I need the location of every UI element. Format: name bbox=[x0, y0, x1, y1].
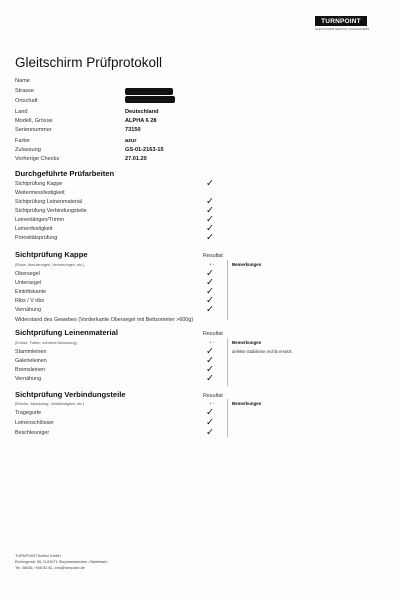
check-mark: ✓ bbox=[206, 295, 214, 306]
field-value-previous-checks: 27.01.20 bbox=[125, 156, 147, 162]
result-column-header: Resultat bbox=[203, 331, 223, 337]
column-divider bbox=[227, 338, 228, 386]
turnpoint-logo bbox=[315, 16, 370, 31]
lines-hint: (Knicke, Falten, schwere Abnutzung) bbox=[15, 341, 77, 345]
field-label-previous-checks: Vorherige Checks bbox=[15, 156, 60, 162]
field-label-street: Strasse bbox=[15, 88, 34, 94]
section-heading-work: Durchgeführte Prüfarbeiten bbox=[15, 169, 115, 178]
notes-header: Bemerkungen bbox=[232, 401, 262, 406]
field-label-color: Farbe bbox=[15, 138, 30, 144]
check-mark: ✓ bbox=[206, 346, 214, 357]
field-label-serial: Seriennummer bbox=[15, 127, 52, 133]
canopy-item: Eintrittskante bbox=[15, 289, 47, 295]
work-item: Leinenlängen/Trimm bbox=[15, 217, 64, 223]
check-mark: ✓ bbox=[206, 223, 214, 234]
connectors-item: Leinenschlösser bbox=[15, 420, 54, 426]
connectors-hint: (Brüche, Abnutzung, Vollständigkeit, etc.) bbox=[15, 402, 85, 406]
footer-company: TURNPOINT Bottini GmbH bbox=[15, 554, 61, 558]
field-label-certification: Zulassung bbox=[15, 147, 41, 153]
work-item: Sichtprüfung Verbindungsteile bbox=[15, 208, 87, 214]
column-divider bbox=[227, 399, 228, 437]
section-heading-connectors: Sichtprüfung Verbindungsteile bbox=[15, 390, 126, 399]
plus-minus-header: + - bbox=[209, 262, 215, 267]
field-value-color: azur bbox=[125, 138, 137, 144]
check-mark: ✓ bbox=[206, 304, 214, 315]
check-mark: ✓ bbox=[206, 205, 214, 216]
connectors-item: Tragegurte bbox=[15, 410, 42, 416]
result-column-header: Resultat bbox=[203, 253, 223, 259]
field-label-country: Land bbox=[15, 109, 28, 115]
redaction-bar bbox=[125, 88, 173, 95]
field-label-model: Modell, Grösse bbox=[15, 118, 53, 124]
column-divider bbox=[227, 260, 228, 320]
notes-header: Bemerkungen bbox=[232, 262, 262, 267]
field-value-country: Deutschland bbox=[125, 109, 159, 115]
field-value-model: ALPHA 6 28 bbox=[125, 118, 157, 124]
footer-address: Eichingerstr. 65, D-83071 Stephanskirchen / Baierbach bbox=[15, 560, 108, 564]
lines-note: defekte Stabileine rechts ersetzt bbox=[232, 349, 292, 354]
connectors-item: Beschleuniger bbox=[15, 430, 50, 436]
redaction-bar bbox=[125, 96, 175, 103]
check-mark: ✓ bbox=[206, 178, 214, 189]
footer-contact: Tel. 08036 / 908 82 81, info@turnpoint.de bbox=[15, 566, 85, 570]
check-mark: ✓ bbox=[206, 277, 214, 288]
plus-minus-header: + - bbox=[209, 340, 215, 345]
canopy-item: Untersegel bbox=[15, 280, 42, 286]
check-mark: ✓ bbox=[206, 364, 214, 375]
canopy-item: Vernähung bbox=[15, 307, 42, 313]
work-item: Sichtprüfung Leinenmaterial bbox=[15, 199, 83, 205]
check-mark: ✓ bbox=[206, 232, 214, 243]
canopy-item: Obersegel bbox=[15, 271, 40, 277]
check-mark: ✓ bbox=[206, 196, 214, 207]
work-item: Leinenfestigkeit bbox=[15, 226, 53, 232]
check-mark: ✓ bbox=[206, 286, 214, 297]
plus-minus-header: + - bbox=[209, 401, 215, 406]
porosity-row: Widerstand des Gewebes (Vorderkante Obersegel mit Bettsometer >600g) bbox=[15, 317, 194, 323]
canopy-hint: (Risse, Abnutzungen, Verzerrungen, etc.) bbox=[15, 263, 85, 267]
field-label-name: Name bbox=[15, 78, 30, 84]
field-label-city: Ortschaft bbox=[15, 98, 38, 104]
work-item: Porositätsprüfung bbox=[15, 235, 58, 241]
work-item: Sichtprüfung Kappe bbox=[15, 181, 63, 187]
section-heading-canopy: Sichtprüfung Kappe bbox=[15, 250, 88, 259]
check-mark: ✓ bbox=[206, 417, 214, 428]
result-column-header: Resultat bbox=[203, 393, 223, 399]
logo-tagline: GLEITSCHIRM SERVICE | PARAGLIDERS bbox=[315, 27, 370, 31]
notes-header: Bemerkungen bbox=[232, 340, 262, 345]
check-mark: ✓ bbox=[206, 355, 214, 366]
field-value-certification: GS-01-2163-15 bbox=[125, 147, 164, 153]
lines-item: Galerieleinen bbox=[15, 358, 47, 364]
lines-item: Stammleinen bbox=[15, 349, 47, 355]
check-mark: ✓ bbox=[206, 268, 214, 279]
canopy-item: Ribs / V ribs bbox=[15, 298, 45, 304]
lines-item: Vernähung bbox=[15, 376, 42, 382]
field-value-serial: 73150 bbox=[125, 127, 141, 133]
check-mark: ✓ bbox=[206, 214, 214, 225]
work-item: Weitermessfestigkeit bbox=[15, 190, 65, 196]
document-title: Gleitschirm Prüfprotokoll bbox=[15, 55, 163, 70]
section-heading-lines: Sichtprüfung Leinenmaterial bbox=[15, 328, 118, 337]
check-mark: ✓ bbox=[206, 427, 214, 438]
lines-item: Bremsleinen bbox=[15, 367, 45, 373]
check-mark: ✓ bbox=[206, 373, 214, 384]
check-mark: ✓ bbox=[206, 407, 214, 418]
logo-brand: TURNPOINT bbox=[315, 16, 367, 26]
